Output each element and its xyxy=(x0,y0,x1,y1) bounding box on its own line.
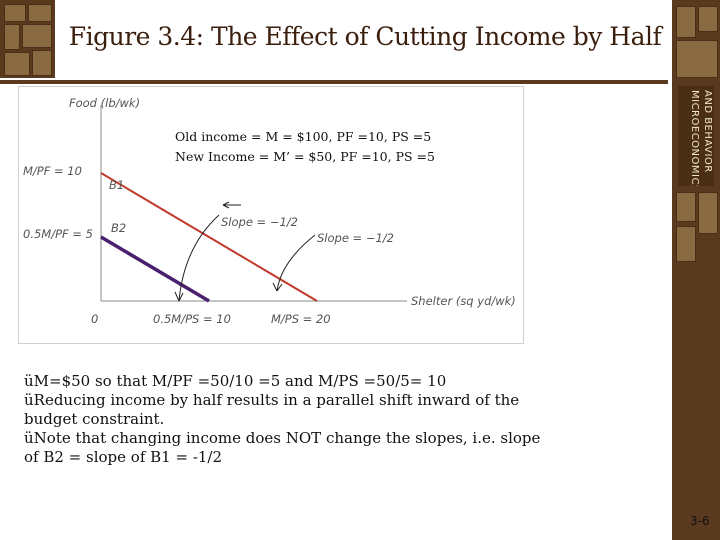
b2-label: B2 xyxy=(111,221,127,235)
x-tick-low: 0.5M/PS = 10 xyxy=(153,312,231,326)
x-axis-label: Shelter (sq yd/wk) xyxy=(411,294,516,308)
series-line-b1 xyxy=(101,173,317,301)
note-2: üReducing income by half results in a parallel shift inward of the budget constraint. xyxy=(24,391,520,428)
slope-arrow-2 xyxy=(277,235,315,291)
y-tick-high: M/PF = 10 xyxy=(23,164,82,178)
origin-label: 0 xyxy=(91,312,99,326)
book-label-line1: MICROECONOMICS xyxy=(689,90,700,186)
side-decoration-lower xyxy=(668,268,720,540)
corner-decoration xyxy=(0,0,55,78)
page-title: Figure 3.4: The Effect of Cutting Income by Half xyxy=(68,22,662,51)
x-tick-high: M/PS = 20 xyxy=(271,312,331,326)
page-number: 3-6 xyxy=(690,514,710,528)
book-label xyxy=(678,86,714,186)
slope-label-2: Slope = −1/2 xyxy=(317,231,394,245)
note-1: üM=$50 so that M/PF =50/10 =5 and M/PS =50/5= 10 xyxy=(24,372,447,390)
slope-label-1: Slope = −1/2 xyxy=(221,215,298,229)
series-line-b2 xyxy=(101,237,209,301)
b1-label: B1 xyxy=(109,178,125,192)
y-tick-low: 0.5M/PF = 5 xyxy=(23,227,93,241)
notes-list xyxy=(24,372,544,467)
chart-canvas xyxy=(19,87,523,343)
y-axis-label: Food (lb/wk) xyxy=(69,96,141,110)
legend-line-new: New Income = M’ = $50, PF =10, PS =5 xyxy=(175,149,435,164)
budget-chart xyxy=(18,86,524,344)
note-3: üNote that changing income does NOT change the slopes, i.e. slope of B2 = slope of B1 = -1/2 xyxy=(24,429,541,466)
header-divider xyxy=(0,80,672,84)
legend-line-old: Old income = M = $100, PF =10, PS =5 xyxy=(175,129,432,144)
book-label-line2: AND BEHAVIOR xyxy=(702,90,713,173)
